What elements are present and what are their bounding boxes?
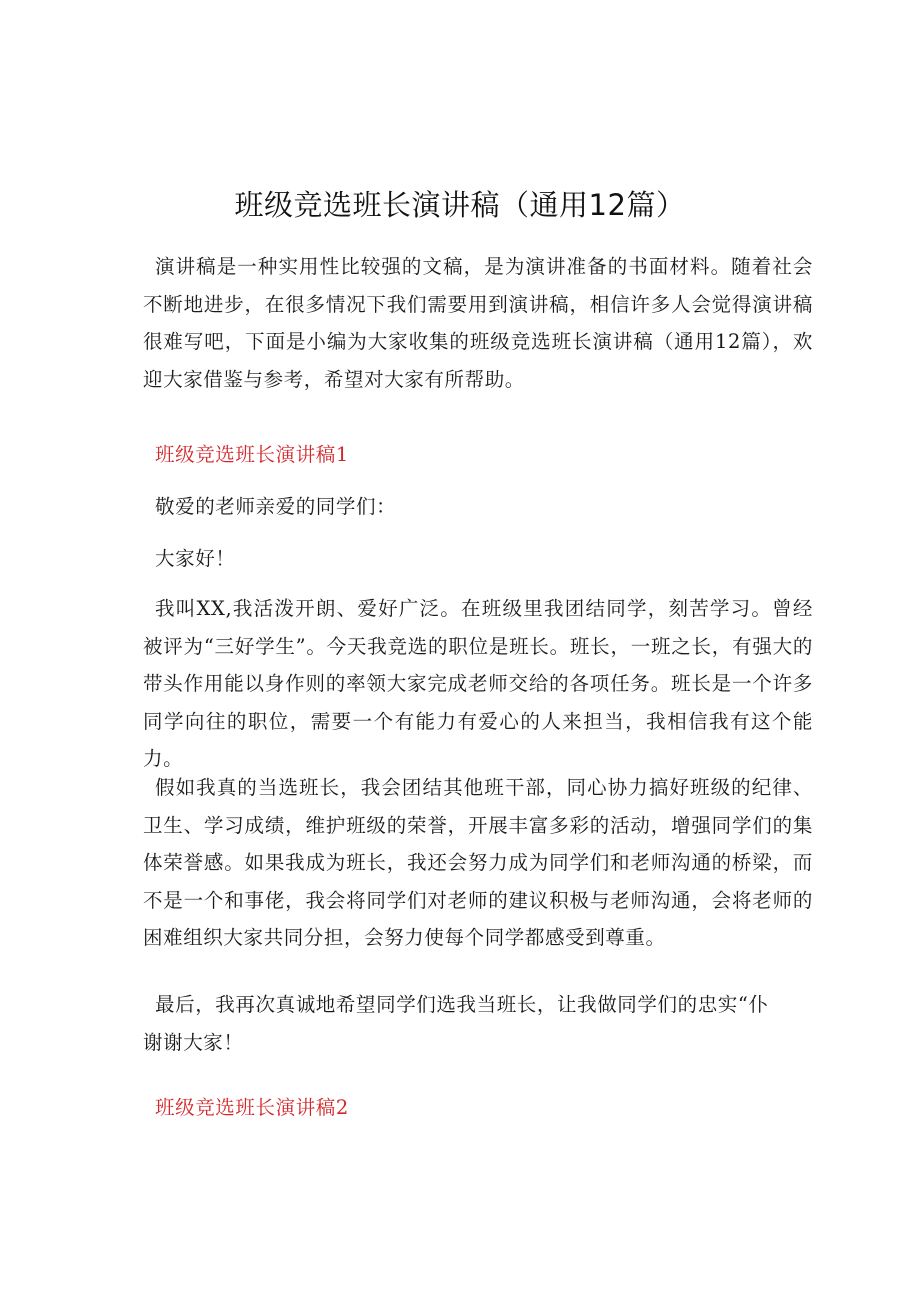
intro-paragraph: 演讲稿是一种实用性比较强的文稿，是为演讲准备的书面材料。随着社会不断地进步，在很多情况下我们需要用到演讲稿，相信许多人会觉得演讲稿很难写吧，下面是小编为大家收集的班级竞选班长演讲稿（通用12篇），欢迎大家借鉴与参考，希望对大家有所帮助。: [143, 255, 813, 391]
speech-paragraph-1: 我叫XX,我活泼开朗、爱好广泛。在班级里我团结同学，刻苦学习。曾经被评为“三好学生”。今天我竞选的职位是班长。班长，一班之长，有强大的带头作用能以身作则的率领大家完成老师交给的各项任务。班长是一个许多同学向往的职位，需要一个有能力有爱心的人来担当，我相信我有这个能力。: [143, 597, 813, 770]
thanks-line: 谢谢大家！: [143, 1031, 244, 1054]
greeting: 大家好！: [155, 547, 236, 570]
salutation: 敬爱的老师亲爱的同学们：: [155, 495, 397, 518]
section-heading-1: 班级竞选班长演讲稿1: [155, 443, 349, 466]
section-heading-2: 班级竞选班长演讲稿2: [155, 1096, 349, 1119]
speech-paragraph-3: 最后，我再次真诚地希望同学们选我当班长，让我做同学们的忠实“仆: [155, 993, 769, 1016]
document-title: 班级竞选班长演讲稿（通用12篇）: [234, 188, 686, 222]
speech-paragraph-2: 假如我真的当选班长，我会团结其他班干部，同心协力搞好班级的纪律、卫生、学习成绩，维护班级的荣誉，开展丰富多彩的活动，增强同学们的集体荣誉感。如果我成为班长，我还会努力成为同学们和老师沟通的桥梁，而不是一个和事佬，我会将同学们对老师的建议积极与老师沟通，会将老师的困难组织大家共同分担，会努力使每个同学都感受到尊重。: [143, 776, 813, 949]
